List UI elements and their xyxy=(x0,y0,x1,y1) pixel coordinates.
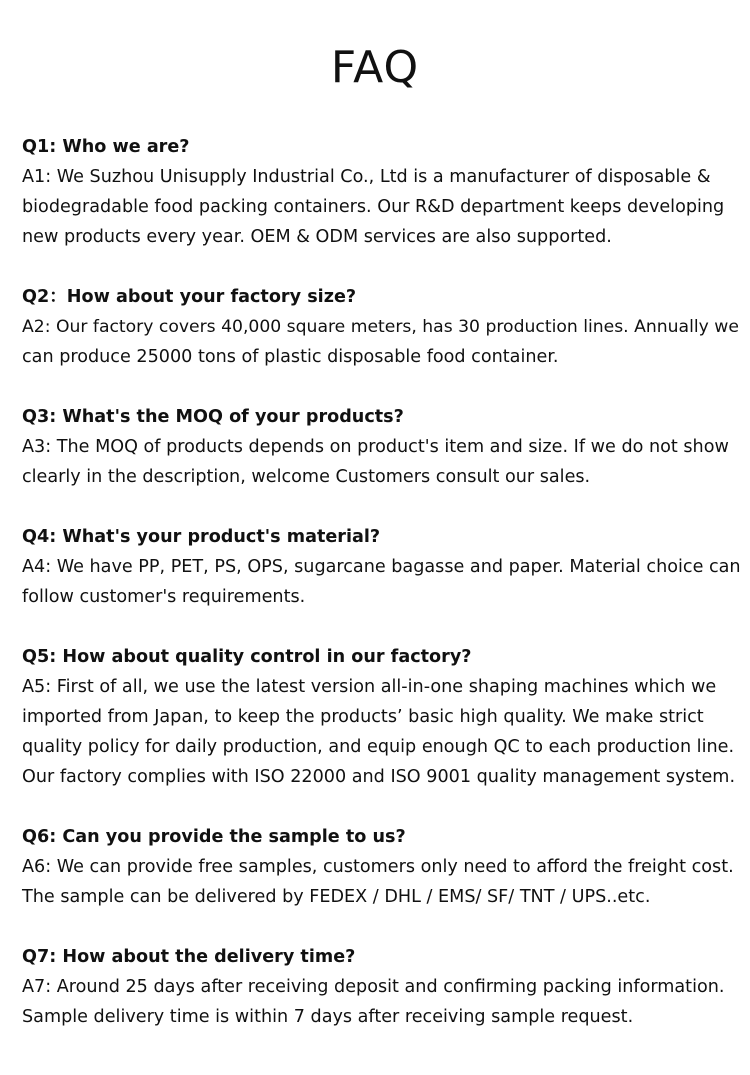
faq-answer xyxy=(22,312,744,372)
faq-item-q3 xyxy=(22,402,744,492)
answer-line: A2: Our factory covers 40,000 square meters, has 30 production lines. Annually we xyxy=(22,317,739,337)
faq-answer xyxy=(22,162,744,252)
faq-question: Q6: Can you provide the sample to us? xyxy=(22,827,406,847)
faq-question: Q2：How about your factory size? xyxy=(22,287,357,307)
faq-item-q6 xyxy=(22,822,744,912)
answer-line: clearly in the description, welcome Customers consult our sales. xyxy=(22,467,591,487)
answer-line: quality policy for daily production, and equip enough QC to each production line. xyxy=(22,737,735,757)
faq-item-q7 xyxy=(22,942,744,1032)
faq-item-q5 xyxy=(22,642,744,792)
answer-line: A3: The MOQ of products depends on product's item and size. If we do not show xyxy=(22,437,729,457)
faq-answer xyxy=(22,552,744,612)
faq-item-q4 xyxy=(22,522,744,612)
faq-question: Q5: How about quality control in our factory? xyxy=(22,647,472,667)
answer-line: biodegradable food packing containers. Our R&D department keeps developing xyxy=(22,197,725,217)
faq-question: Q3: What's the MOQ of your products? xyxy=(22,407,404,427)
faq-item-q1 xyxy=(22,132,744,252)
faq-answer xyxy=(22,972,744,1032)
faq-question: Q4: What's your product's material? xyxy=(22,527,381,547)
answer-line: A1: We Suzhou Unisupply Industrial Co., Ltd is a manufacturer of disposable & xyxy=(22,167,711,187)
answer-line: can produce 25000 tons of plastic disposable food container. xyxy=(22,347,559,367)
faq-answer xyxy=(22,432,744,492)
faq-item-q2 xyxy=(22,282,744,372)
faq-answer xyxy=(22,852,744,912)
faq-question: Q1: Who we are? xyxy=(22,137,190,157)
answer-line: follow customer's requirements. xyxy=(22,587,306,607)
answer-line: A7: Around 25 days after receiving deposit and confirming packing information. xyxy=(22,977,725,997)
answer-line: Our factory complies with ISO 22000 and ISO 9001 quality management system. xyxy=(22,767,736,787)
faq-list xyxy=(22,132,744,1062)
faq-question: Q7: How about the delivery time? xyxy=(22,947,356,967)
answer-line: A5: First of all, we use the latest version all-in-one shaping machines which we xyxy=(22,677,717,697)
answer-line: new products every year. OEM & ODM services are also supported. xyxy=(22,227,612,247)
answer-line: A6: We can provide free samples, customers only need to afford the freight cost. xyxy=(22,857,734,877)
page-title: FAQ xyxy=(330,42,420,93)
answer-line: Sample delivery time is within 7 days after receiving sample request. xyxy=(22,1007,634,1027)
faq-answer xyxy=(22,672,744,792)
answer-line: imported from Japan, to keep the products’ basic high quality. We make strict xyxy=(22,707,704,727)
answer-line: The sample can be delivered by FEDEX / DHL / EMS/ SF/ TNT / UPS..etc. xyxy=(22,887,651,907)
answer-line: A4: We have PP, PET, PS, OPS, sugarcane bagasse and paper. Material choice can xyxy=(22,557,741,577)
